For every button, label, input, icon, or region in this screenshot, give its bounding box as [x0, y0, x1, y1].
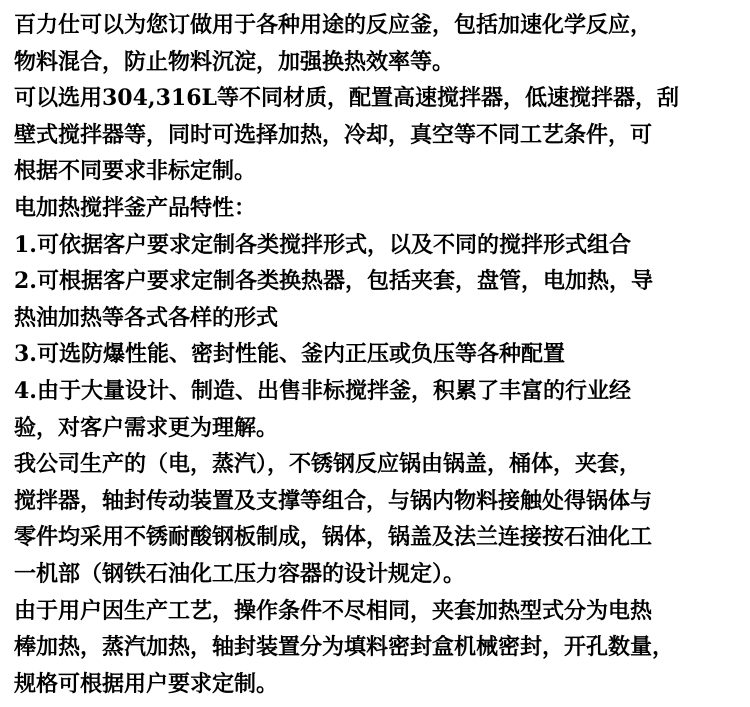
feature-item-1: [14, 227, 744, 264]
text-line: 验，对客户需求更为理解。: [14, 414, 279, 441]
text-line: 壁式搅拌器等，同时可选择加热，冷却，真空等不同工艺条件，可: [14, 121, 653, 148]
text-line: 2.可根据客户要求定制各类换热器，包括夹套，盘管，电加热，导: [14, 268, 653, 295]
text-line: 电加热搅拌釜产品特性：: [14, 194, 257, 221]
paragraph-materials: [14, 80, 744, 190]
text-line: 可以选用304,316L等不同材质，配置高速搅拌器，低速搅拌器，刮: [14, 85, 679, 112]
text-line: 4.由于大量设计、制造、出售非标搅拌釜，积累了丰富的行业经: [14, 377, 631, 404]
paragraph-customization: [14, 593, 744, 703]
text-line: 百力仕可以为您订做用于各种用途的反应釜，包括加速化学反应，: [14, 12, 653, 38]
document-body: [14, 7, 744, 702]
text-line: 规格可根据用户要求定制。: [14, 670, 279, 697]
text-line: 物料混合，防止物料沉淀，加强换热效率等。: [14, 48, 455, 75]
text-line: 热油加热等各式各样的形式: [14, 304, 279, 331]
text-line: 我公司生产的（电，蒸汽），不锈钢反应锅由锅盖，桶体，夹套，: [14, 451, 642, 478]
text-line: 1.可依据客户要求定制各类搅拌形式，以及不同的搅拌形式组合: [14, 231, 631, 258]
paragraph-intro: [14, 7, 744, 80]
text-line: 搅拌器，轴封传动装置及支撑等组合，与锅内物料接触处得锅体与: [14, 487, 653, 514]
section-heading-features: [14, 190, 744, 227]
text-line: 根据不同要求非标定制。: [14, 158, 257, 185]
feature-item-3: [14, 336, 744, 373]
paragraph-construction: [14, 446, 744, 592]
feature-item-2: [14, 263, 744, 336]
text-line: 3.可选防爆性能、密封性能、釜内正压或负压等各种配置: [14, 341, 565, 368]
text-line: 一机部（钢铁石油化工压力容器的设计规定）。: [14, 560, 466, 587]
text-line: 棒加热，蒸汽加热，轴封装置分为填料密封盒机械密封，开孔数量，: [14, 634, 675, 661]
text-line: 由于用户因生产工艺，操作条件不尽相同，夹套加热型式分为电热: [14, 597, 653, 624]
feature-item-4: [14, 373, 744, 446]
text-line: 零件均采用不锈耐酸钢板制成，锅体，锅盖及法兰连接按石油化工: [14, 524, 653, 551]
